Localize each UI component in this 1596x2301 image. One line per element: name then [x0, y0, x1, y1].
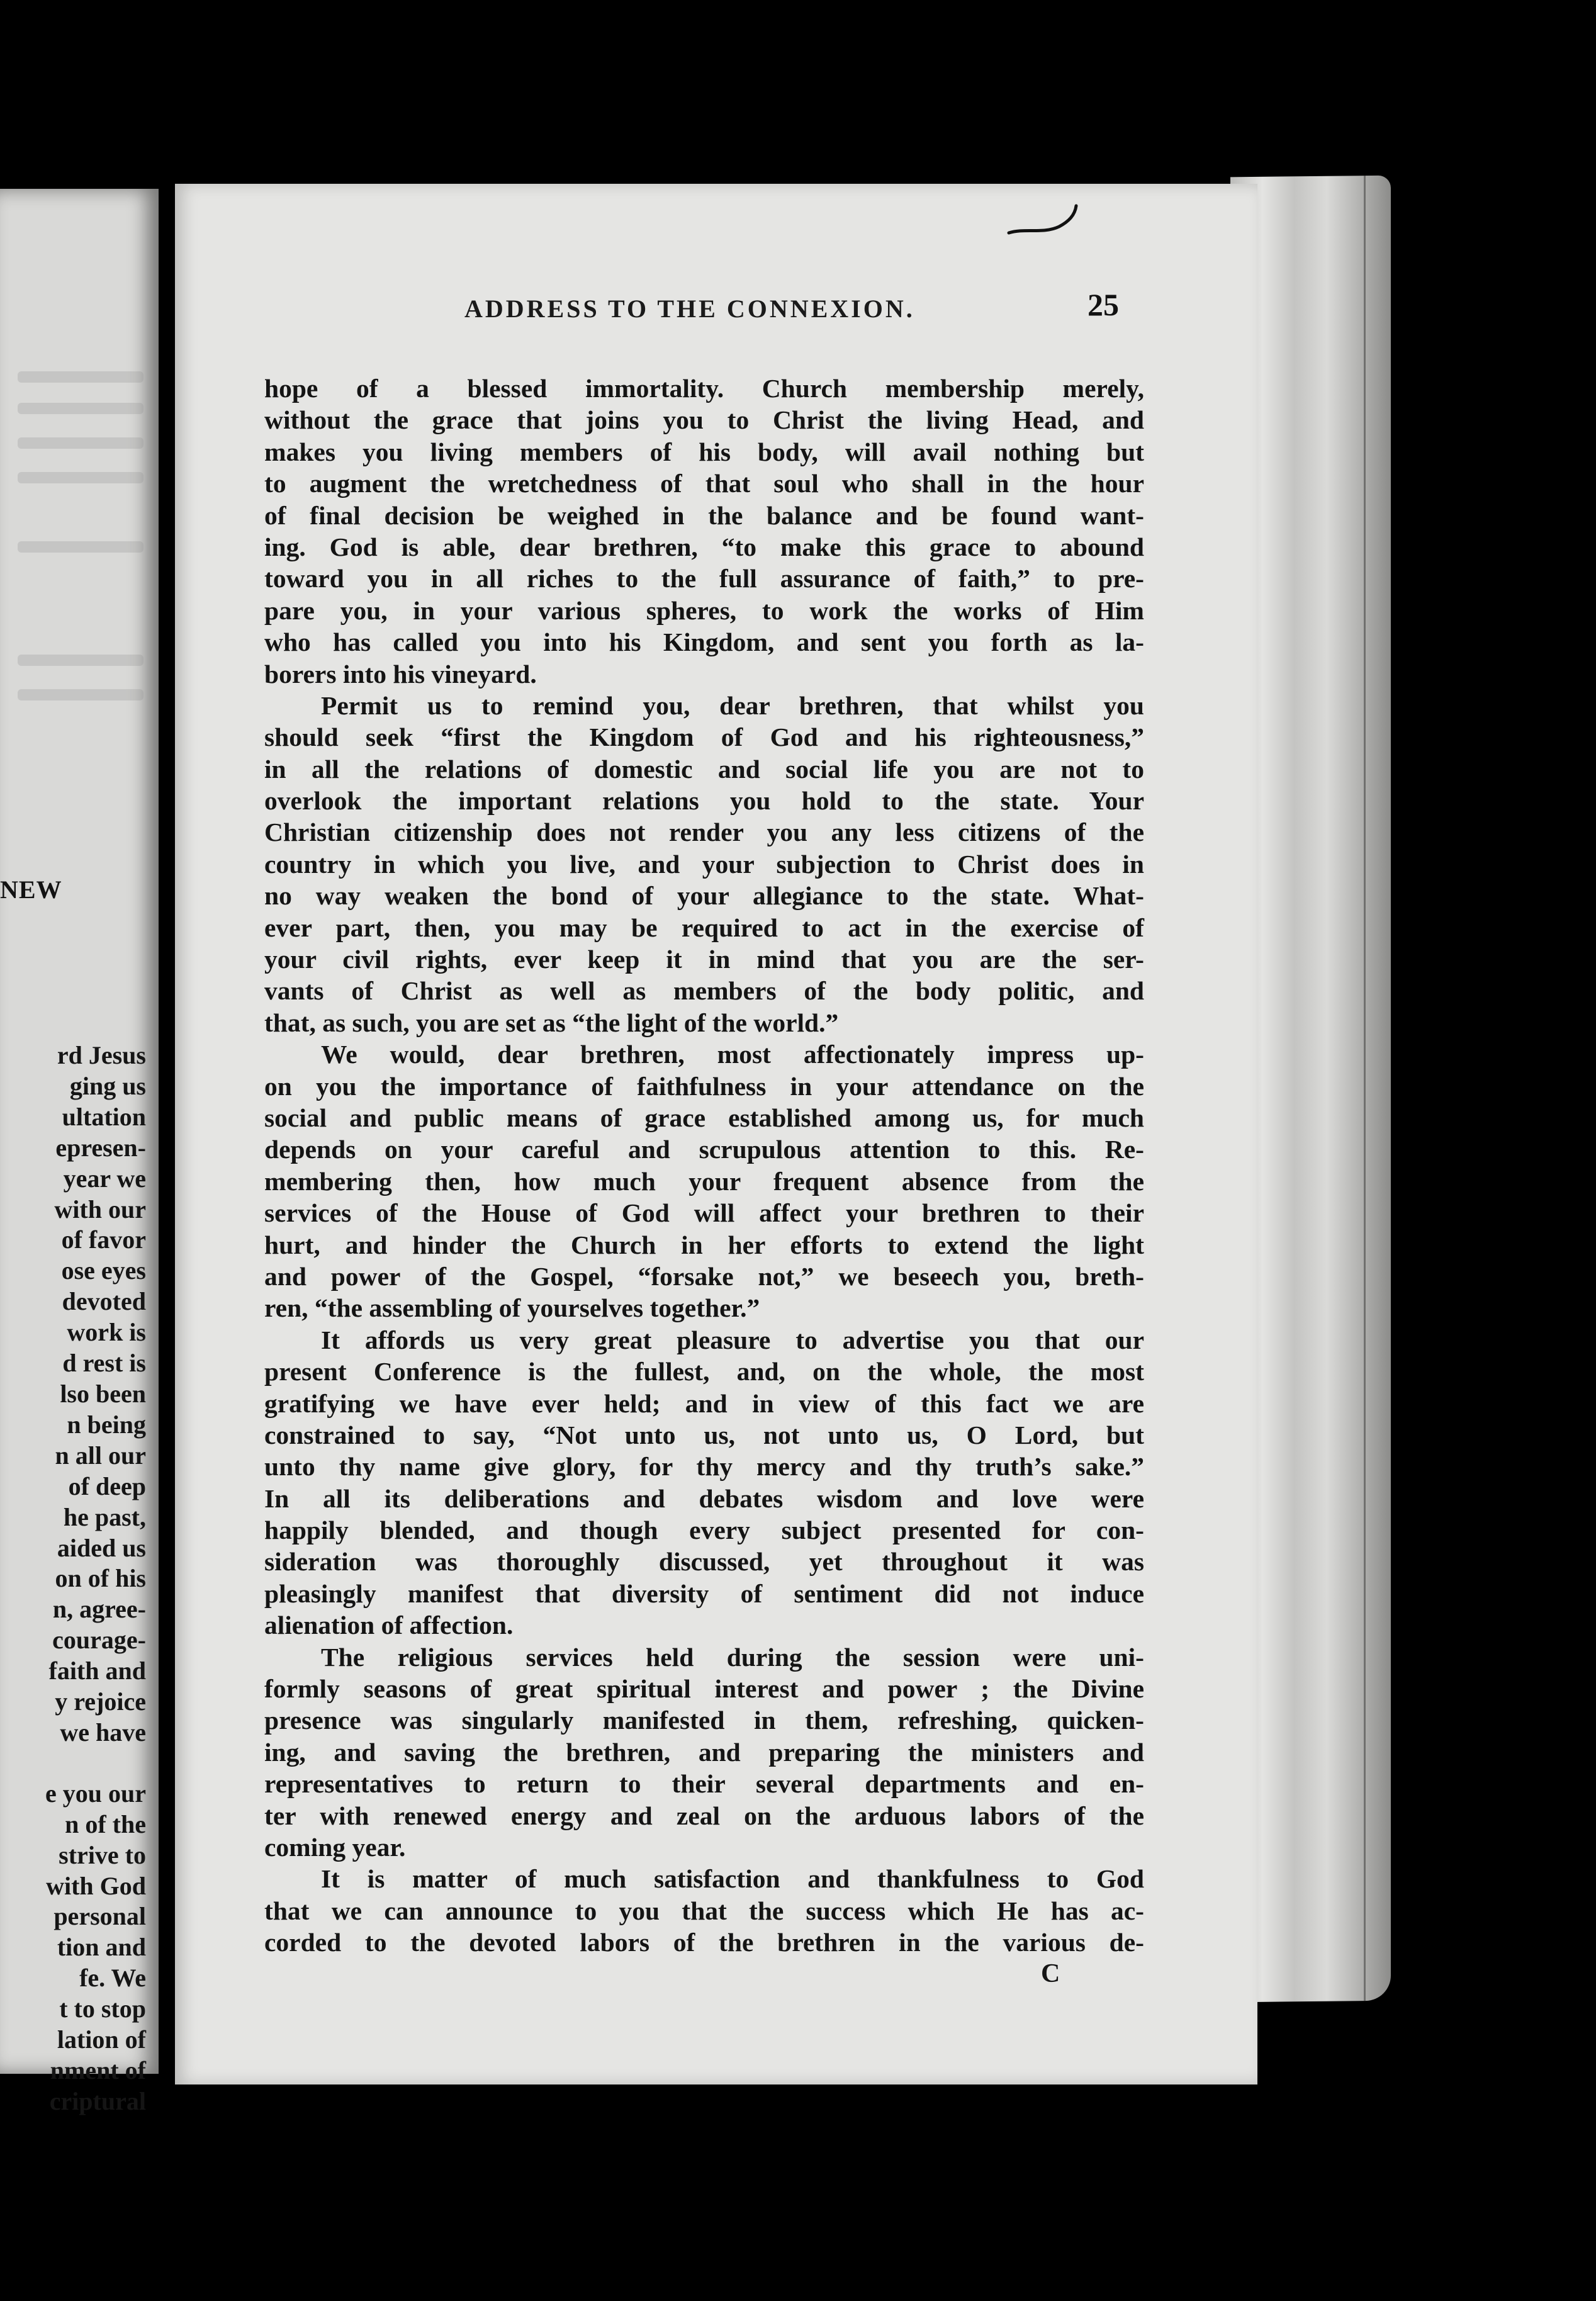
text-line: toward you in all riches to the full assurance of faith,” to pre-: [264, 564, 1144, 594]
text-line: country in which you live, and your subjection to Christ does in: [264, 849, 1144, 879]
left-text-line: of favor: [61, 1225, 146, 1254]
text-line: that, as such, you are set as “the light of the world.”: [264, 1008, 839, 1037]
left-text-line: d rest is: [62, 1349, 146, 1378]
left-text-line: lso been: [60, 1379, 146, 1408]
body-text: [264, 373, 1144, 1959]
text-line: constrained to say, “Not unto us, not unto us, O Lord, but: [264, 1420, 1144, 1449]
left-text-line: ging us: [69, 1071, 146, 1100]
text-line: overlook the important relations you hold to the state. Your: [264, 786, 1144, 816]
left-text-line: y rejoice: [55, 1687, 146, 1716]
text-line: that we can announce to you that the success which He has ac-: [264, 1896, 1144, 1925]
left-text-line: rd Jesus: [57, 1041, 146, 1069]
text-line: without the grace that joins you to Christ the living Head, and: [264, 405, 1144, 435]
left-text-line: strive to: [59, 1840, 146, 1869]
left-page-heading: NEW: [0, 875, 62, 904]
left-text-line: n all our: [55, 1441, 146, 1470]
show-through-line: [18, 655, 143, 666]
text-line: ing, and saving the brethren, and preparing the ministers and: [264, 1737, 1144, 1767]
left-text-line: lation of: [57, 2025, 146, 2054]
text-line: of final decision be weighed in the balance and be found want-: [264, 500, 1144, 530]
text-line: ren, “the assembling of yourselves together.”: [264, 1293, 760, 1323]
pencil-mark-icon: [1006, 203, 1094, 240]
text-line: pleasingly manifest that diversity of sentiment did not induce: [264, 1578, 1144, 1608]
show-through-line: [18, 541, 143, 553]
left-text-line: n of the: [65, 1809, 146, 1838]
text-line: hope of a blessed immortality. Church membership merely,: [264, 374, 1144, 403]
text-line: borers into his vineyard.: [264, 659, 537, 689]
text-line: Christian citizenship does not render you any less citizens of the: [264, 818, 1144, 847]
text-line: It is matter of much satisfaction and thankfulness to God: [321, 1864, 1144, 1894]
left-text-line: e you our: [45, 1779, 146, 1808]
text-line: should seek “first the Kingdom of God and his righteousness,”: [264, 723, 1144, 752]
text-line: Permit us to remind you, dear brethren, that whilst you: [321, 690, 1144, 720]
left-text-line: work is: [67, 1318, 146, 1347]
left-text-line: ultation: [62, 1102, 146, 1131]
text-line: alienation of affection.: [264, 1611, 514, 1640]
left-text-line: tion and: [57, 1933, 146, 1962]
text-line: on you the importance of faithfulness in your attendance on the: [264, 1071, 1144, 1101]
text-line: gratifying we have ever held; and in view of this fact we are: [264, 1388, 1144, 1418]
left-text-line: fe. We: [79, 1964, 146, 1993]
text-line: corded to the devoted labors of the brethren in the various de-: [264, 1928, 1144, 1957]
text-line: ever part, then, you may be required to act in the exercise of: [264, 913, 1144, 942]
text-line: and power of the Gospel, “forsake not,” we beseech you, breth-: [264, 1261, 1144, 1291]
left-text-line: he past,: [63, 1502, 146, 1531]
text-line: It affords us very great pleasure to advertise you that our: [321, 1325, 1144, 1354]
left-text-line: personal: [53, 1902, 146, 1931]
left-page-text: [1, 1040, 146, 2117]
show-through-line: [18, 403, 143, 414]
text-line: in all the relations of domestic and social life you are not to: [264, 754, 1144, 784]
show-through-line: [18, 437, 143, 449]
text-line: vants of Christ as well as members of the body politic, and: [264, 976, 1144, 1006]
text-line: formly seasons of great spiritual interest and power ; the Divine: [264, 1674, 1144, 1704]
show-through-line: [18, 689, 143, 700]
text-line: The religious services held during the session were uni-: [321, 1642, 1144, 1672]
running-head: ADDRESS TO THE CONNEXION.: [464, 295, 915, 323]
left-text-line: epresen-: [55, 1133, 146, 1162]
left-text-line: criptural: [49, 2086, 146, 2115]
left-text-line: on of his: [55, 1564, 146, 1593]
text-line: sideration was thoroughly discussed, yet throughout it was: [264, 1547, 1144, 1577]
left-text-line: t to stop: [59, 1994, 146, 2023]
text-line: presence was singularly manifested in them, refreshing, quicken-: [264, 1706, 1144, 1735]
text-line: social and public means of grace established among us, for much: [264, 1103, 1144, 1132]
text-line: hurt, and hinder the Church in her efforts to extend the light: [264, 1230, 1144, 1259]
left-text-line: n, agree-: [52, 1595, 146, 1624]
left-text-block: [1, 1040, 146, 1748]
text-line: We would, dear brethren, most affectionately impress up-: [321, 1040, 1144, 1069]
text-line: to augment the wretchedness of that soul who shall in the hour: [264, 469, 1144, 498]
text-line: who has called you into his Kingdom, and sent you forth as la-: [264, 627, 1144, 657]
left-text-line: of deep: [68, 1471, 146, 1500]
text-line: coming year.: [264, 1832, 406, 1862]
paragraph-gap: [1, 1748, 146, 1779]
text-line: your civil rights, ever keep it in mind that you are the ser-: [264, 945, 1144, 974]
text-line: ter with renewed energy and zeal on the arduous labors of the: [264, 1801, 1144, 1830]
left-text-line: nment of: [50, 2056, 146, 2084]
text-line: depends on your careful and scrupulous attention to this. Re-: [264, 1135, 1144, 1164]
left-text-line: aided us: [57, 1533, 146, 1562]
show-through-line: [18, 371, 143, 383]
left-text-block: [1, 1779, 146, 2117]
page-number: 25: [1087, 287, 1119, 322]
text-line: unto thy name give glory, for thy mercy and thy truth’s sake.”: [264, 1452, 1144, 1482]
text-line: present Conference is the fullest, and, on the whole, the most: [264, 1357, 1144, 1387]
text-line: makes you living members of his body, will avail nothing but: [264, 437, 1144, 466]
text-line: ing. God is able, dear brethren, “to make this grace to abound: [264, 532, 1144, 561]
left-text-line: with God: [46, 1871, 146, 1900]
text-line: services of the House of God will affect your brethren to their: [264, 1198, 1144, 1228]
left-facing-page: [0, 189, 159, 2115]
text-line: pare you, in your various spheres, to work the works of Him: [264, 595, 1144, 625]
left-text-line: n being: [67, 1410, 146, 1439]
left-text-line: ose eyes: [61, 1256, 146, 1285]
left-text-line: with our: [54, 1195, 146, 1224]
text-line: no way weaken the bond of your allegiance to the state. What-: [264, 881, 1144, 911]
signature-mark: C: [1041, 1959, 1060, 1988]
left-text-line: courage-: [52, 1626, 146, 1655]
left-text-line: we have: [60, 1718, 146, 1747]
left-text-line: year we: [63, 1164, 146, 1193]
text-line: representatives to return to their several departments and en-: [264, 1769, 1144, 1799]
left-text-line: devoted: [62, 1287, 146, 1316]
text-line: happily blended, and though every subject presented for con-: [264, 1516, 1144, 1545]
text-line: membering then, how much your frequent absence from the: [264, 1166, 1144, 1196]
show-through-line: [18, 472, 143, 483]
book-page: [175, 184, 1257, 2084]
text-line: In all its deliberations and debates wisdom and love were: [264, 1483, 1144, 1513]
left-text-line: faith and: [48, 1657, 146, 1685]
